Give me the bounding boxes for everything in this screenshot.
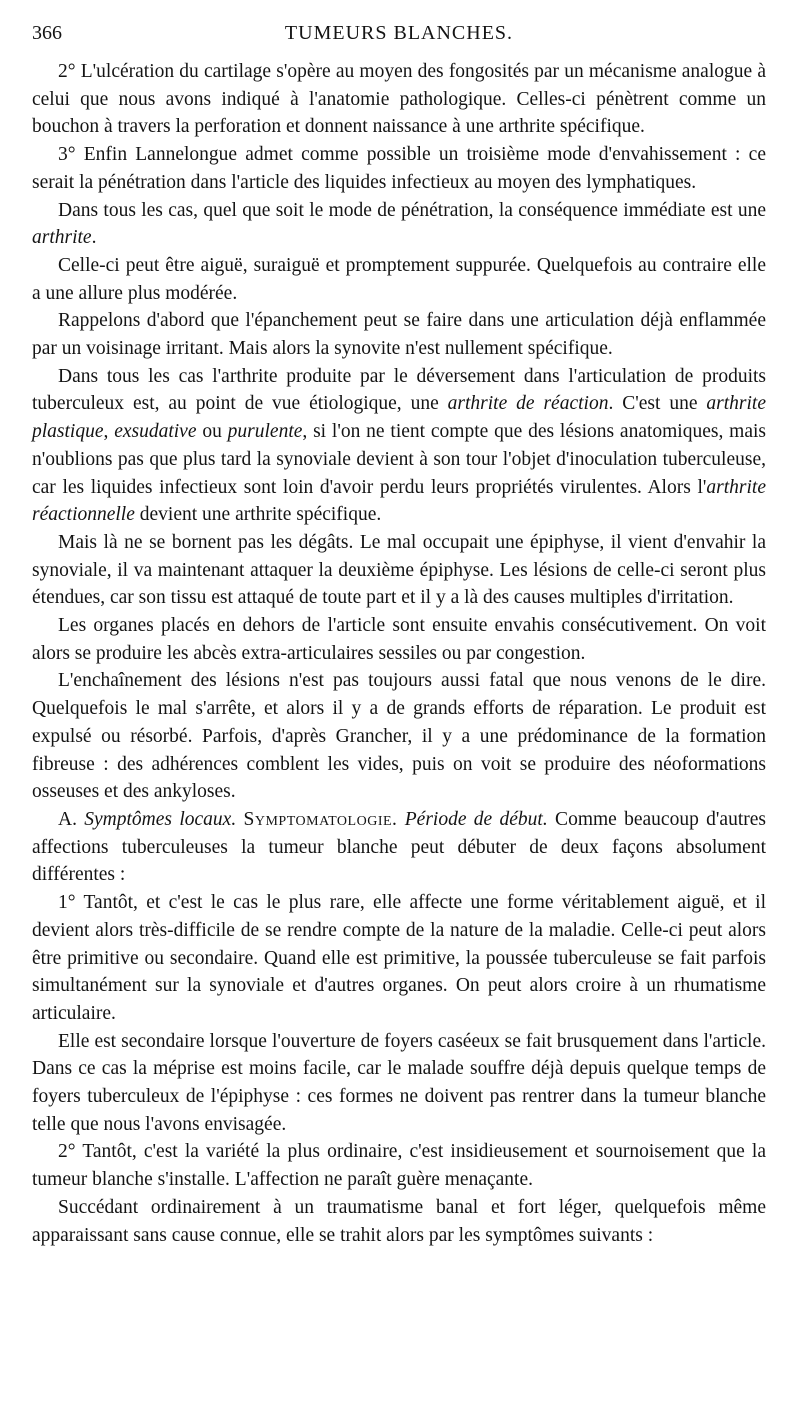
paragraph-text	[236, 809, 243, 830]
page-header	[32, 18, 766, 50]
italic-term: arthrite de réaction	[447, 393, 609, 415]
paragraph: 3° Enfin Lannelongue admet comme possible un troisième mode d'envahissement : ce serait la pénétration dans l'article des liquides infectieux au moyen des lymphatiques.	[32, 144, 766, 193]
paragraph-text: . C'est une	[608, 393, 707, 415]
italic-heading: Symptômes locaux.	[84, 808, 237, 830]
paragraph: 2° L'ulcération du cartilage s'opère au moyen des fongosités par un mécanisme analogue à celui que nous avons indiqué à l'anatomie pathologique. Celles-ci pénètrent comme un bouchon à travers la perforation et donnent naissance à une arthrite spécifique.	[32, 61, 766, 138]
paragraph: Succédant ordinairement à un traumatisme banal et fort léger, quelquefois même apparaissant sans cause connue, elle se trahit alors par les symptômes suivants :	[32, 1196, 766, 1246]
paragraph: Les organes placés en dehors de l'article sont ensuite envahis consécutivement. On voit alors se produire les abcès extra-articulaires sessiles ou par congestion.	[32, 615, 766, 664]
paragraph: 2° Tantôt, c'est la variété la plus ordinaire, c'est insidieusement et sournoisement que la tumeur blanche s'installe. L'affection ne paraît guère menaçante.	[32, 1141, 766, 1191]
paragraph: Rappelons d'abord que l'épanchement peut se faire dans une articulation déjà enflammée par un voisinage irritant. Mais alors la synovite n'est nullement spécifique.	[32, 310, 766, 360]
paragraph-text: devient une arthrite spécifique.	[134, 504, 382, 526]
paragraph: 1° Tantôt, et c'est le cas le plus rare, elle affecte une forme véritablement aiguë, et il devient alors très-difficile de se rendre compte de la nature de la maladie. Celle-ci peut alors être primitive ou secondaire. Quand elle est primitive, la poussée tuberculeuse se fait parfois simultanément sur la synoviale et d'autres organes. On peut alors croire à un rhumatisme articulaire.	[32, 892, 766, 1024]
italic-term: arthrite réactionnelle	[32, 476, 766, 526]
italic-term: arthrite plastique	[32, 393, 766, 443]
book-page	[32, 18, 766, 1249]
paragraph: Elle est secondaire lorsque l'ouverture de foyers caséeux se fait brusquement dans l'article. Dans ce cas la méprise est moins facile, car le malade souffre déjà depuis quelque temps de foyers tuberculeux de l'épiphyse : ces formes ne doivent pas rentrer dans la tumeur blanche telle que nous l'avons envisagée.	[32, 1030, 766, 1135]
paragraph-text	[397, 809, 404, 830]
italic-term: arthrite	[32, 227, 92, 249]
paragraph	[32, 197, 766, 252]
paragraph-text: ou	[196, 421, 228, 443]
paragraph-text: Dans tous les cas, quel que soit le mode de pénétration, la conséquence immédiate est une	[58, 199, 766, 221]
paragraph-text: .	[91, 227, 97, 249]
paragraph: L'enchaînement des lésions n'est pas toujours aussi fatal que nous venons de le dire. Quelquefois le mal s'arrête, et alors il y a de grands efforts de réparation. Le produit est expulsé ou résorbé. Parfois, d'après Grancher, il y a une prédominance de la formation fibreuse : des adhérences comblent les vides, puis on voit se produire des néoformations osseuses et des ankyloses.	[32, 670, 766, 803]
paragraph-text: ,	[103, 421, 115, 443]
small-caps-heading: Symptomatologie.	[243, 808, 398, 830]
running-title: TUMEURS BLANCHES.	[284, 22, 514, 44]
paragraph-text: , si l'on ne tient compte que des lésions anatomiques, mais n'oublions pas que plus tard la synoviale devient à son tour l'objet d'inoculation tuberculeuse, car les liquides infectieux sont loin d'avoir perdu leurs propriétés virulentes. Alors l'	[32, 421, 766, 498]
paragraph: Mais là ne se bornent pas les dégâts. Le mal occupait une épiphyse, il vient d'envahir la synoviale, il va maintenant attaquer la deuxième épiphyse. Les lésions de celle-ci seront plus étendues, car son tissu est attaqué de toute part et il y a là des causes multiples d'irritation.	[32, 531, 766, 609]
paragraph-text: Dans tous les cas l'arthrite produite par le déversement dans l'articulation de produits tuberculeux est, au point de vue étiologique, une	[32, 365, 766, 415]
italic-term: exsudative	[114, 421, 197, 443]
paragraph-text: A.	[58, 808, 85, 830]
page-number: 366	[32, 22, 62, 44]
paragraph	[32, 363, 766, 529]
paragraph: Celle-ci peut être aiguë, suraiguë et promptement suppurée. Quelquefois au contraire elle a une allure plus modérée.	[32, 254, 766, 304]
italic-term: purulente	[227, 421, 303, 443]
paragraph-text: Comme beaucoup d'autres affections tuberculeuses la tumeur blanche peut débuter de deux façons absolument différentes :	[32, 808, 766, 886]
paragraph	[32, 806, 766, 889]
italic-heading: Période de début.	[404, 808, 548, 830]
